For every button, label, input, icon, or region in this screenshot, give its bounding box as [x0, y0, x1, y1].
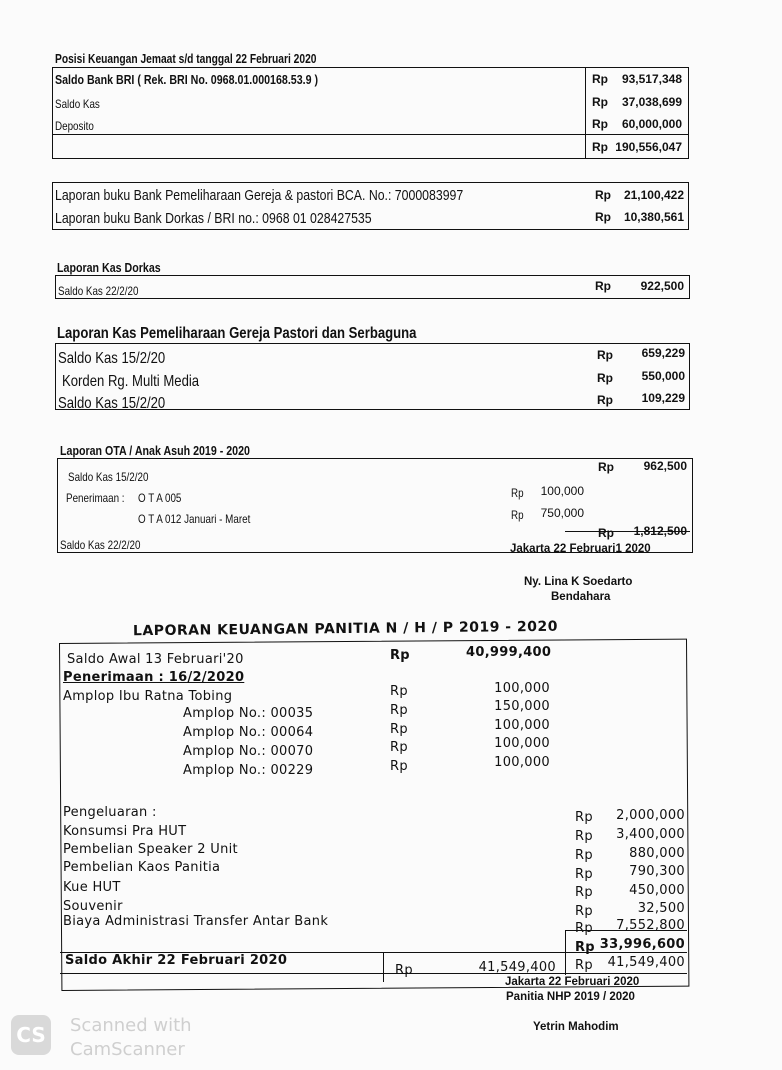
camscanner-logo-icon: CS	[11, 1015, 51, 1055]
expense-3-label: Pembelian Kaos Panitia	[63, 860, 221, 875]
expense-3-cur: Rp	[575, 848, 593, 863]
receipt-1-val: 100,000	[494, 681, 550, 696]
panitia-saldo-awal-cur: Rp	[390, 648, 410, 663]
s3-row-label: Saldo Kas 22/2/20	[58, 284, 139, 298]
panitia-divider-mid	[383, 952, 384, 982]
s1-row-bri-label: Saldo Bank BRI ( Rek. BRI No. 0968.01.000168.53.9 )	[55, 72, 319, 87]
receipt-2-val: 150,000	[494, 699, 550, 714]
expense-4-val: 790,300	[629, 864, 685, 879]
panitia-title: LAPORAN KEUANGAN PANITIA N / H / P 2019 - 2020	[132, 618, 559, 640]
s1-divider	[585, 67, 586, 159]
s5-penerimaan-label: Penerimaan :	[66, 491, 125, 505]
s1-total-val: 190,556,047	[615, 140, 682, 154]
expense-5-val: 450,000	[629, 883, 685, 898]
receipt-2-label: Amplop No.: 00035	[183, 706, 314, 721]
receipt-5-cur: Rp	[390, 759, 408, 774]
s1-row-kas-val: 37,038,699	[621, 95, 682, 109]
expense-6-val: 32,500	[637, 901, 685, 916]
expense-5-label: Souvenir	[63, 899, 123, 914]
sig1-role: Bendahara	[551, 591, 611, 603]
watermark-line1: Scanned with	[70, 1015, 192, 1036]
panitia-saldo-akhir-right-val: 41,549,400	[607, 955, 685, 970]
expense-2-cur: Rp	[575, 829, 593, 844]
expense-3-val: 880,000	[629, 846, 685, 861]
s1-total-line	[52, 134, 689, 135]
s5-saldo-akhir-cur: Rp	[598, 526, 614, 540]
panitia-saldo-awal-val: 40,999,400	[466, 645, 552, 660]
s5-saldo-awal-cur: Rp	[598, 460, 614, 474]
s5-title: Laporan OTA / Anak Asuh 2019 - 2020	[60, 443, 250, 458]
panitia-total-expense-val: 7,552,800	[616, 918, 685, 933]
expense-1-val: 2,000,000	[616, 808, 685, 823]
panitia-saldo-akhir-label: Saldo Akhir 22 Februari 2020	[65, 953, 288, 968]
s5-item-1-label: O T A 005	[138, 491, 182, 505]
receipt-3-val: 100,000	[494, 718, 550, 733]
expense-6-label: Biaya Administrasi Transfer Antar Bank	[63, 914, 329, 929]
s5-item-2-val: 750,000	[540, 506, 584, 520]
s1-row-deposito-val: 60,000,000	[621, 117, 682, 131]
panitia-subtotal-cur: Rp	[575, 940, 595, 955]
receipt-1-label: Amplop Ibu Ratna Tobing	[63, 689, 233, 704]
panitia-saldo-akhir-mid-val: 41,549,400	[478, 960, 556, 975]
s4-row-2-val: 550,000	[641, 369, 685, 383]
s4-row-2-label: Korden Rg. Multi Media	[62, 373, 200, 390]
expense-5-cur: Rp	[575, 885, 593, 900]
receipt-2-cur: Rp	[390, 703, 408, 718]
receipt-4-cur: Rp	[390, 740, 408, 755]
panitia-saldo-awal-label: Saldo Awal 13 Februari'20	[67, 652, 244, 667]
s1-total-cur: Rp	[592, 140, 608, 154]
s3-title: Laporan Kas Dorkas	[57, 260, 161, 275]
expense-2-val: 3,400,000	[616, 827, 685, 842]
s3-row-val: 922,500	[640, 279, 684, 293]
receipt-4-val: 100,000	[494, 736, 550, 751]
expense-4-cur: Rp	[575, 867, 593, 882]
sig2-name: Yetrin Mahodim	[533, 1021, 619, 1033]
s5-saldo-awal-val: 962,500	[643, 459, 687, 473]
s5-saldo-awal-label: Saldo Kas 15/2/20	[68, 470, 149, 484]
s5-saldo-akhir-val: 1,812,500	[633, 524, 687, 538]
s5-saldo-akhir-label: Saldo Kas 22/2/20	[60, 538, 141, 552]
expense-2-label: Pembelian Speaker 2 Unit	[63, 842, 238, 857]
panitia-saldo-akhir-right-cur: Rp	[575, 958, 593, 973]
receipt-1-cur: Rp	[390, 684, 408, 699]
panitia-saldo-line-bot	[60, 973, 687, 974]
s3-row-cur: Rp	[595, 279, 611, 293]
s2-row-dorkas-label: Laporan buku Bank Dorkas / BRI no.: 0968 01 028427535	[55, 210, 372, 227]
s5-item-2-label: O T A 012 Januari - Maret	[138, 512, 251, 526]
s4-row-3-label: Saldo Kas 15/2/20	[58, 395, 166, 412]
expense-1-cur: Rp	[575, 810, 593, 825]
s4-row-3-val: 109,229	[641, 391, 685, 405]
receipt-5-label: Amplop No.: 00229	[183, 763, 314, 778]
sig1-place-date: Jakarta 22 Februari1 2020	[510, 543, 651, 555]
receipt-3-cur: Rp	[390, 722, 408, 737]
s4-title: Laporan Kas Pemeliharaan Gereja Pastori dan Serbaguna	[57, 325, 417, 342]
sig1-name: Ny. Lina K Soedarto	[524, 576, 633, 588]
s1-row-kas-cur: Rp	[592, 95, 608, 109]
receipt-5-val: 100,000	[494, 755, 550, 770]
panitia-saldo-akhir-mid-cur: Rp	[395, 963, 413, 978]
s4-row-1-cur: Rp	[597, 348, 613, 362]
panitia-pengeluaran-title: Pengeluaran :	[63, 805, 157, 820]
s5-item-1-cur: Rp	[511, 486, 524, 500]
s1-row-kas-label: Saldo Kas	[55, 97, 100, 111]
s1-row-deposito-label: Deposito	[55, 119, 94, 133]
s5-item-2-cur: Rp	[511, 508, 524, 522]
expense-4-label: Kue HUT	[63, 880, 121, 895]
s2-row-bca-val: 21,100,422	[623, 188, 684, 202]
receipt-3-label: Amplop No.: 00064	[183, 725, 314, 740]
s5-item-1-val: 100,000	[540, 484, 584, 498]
s4-row-1-label: Saldo Kas 15/2/20	[58, 350, 166, 367]
panitia-total-expense-cur: Rp	[575, 921, 593, 936]
s1-row-bri-val: 93,517,348	[621, 72, 682, 86]
s2-row-dorkas-cur: Rp	[595, 210, 611, 224]
expense-6-cur: Rp	[575, 904, 593, 919]
s4-row-3-cur: Rp	[597, 393, 613, 407]
s1-row-deposito-cur: Rp	[592, 117, 608, 131]
sig2-place-date: Jakarta 22 Februari 2020	[505, 976, 640, 988]
expense-1-label: Konsumsi Pra HUT	[63, 824, 187, 839]
s2-row-dorkas-val: 10,380,561	[623, 210, 684, 224]
s1-row-bri-cur: Rp	[592, 72, 608, 86]
sig2-org: Panitia NHP 2019 / 2020	[506, 991, 635, 1003]
s1-title: Posisi Keuangan Jemaat s/d tanggal 22 Februari 2020	[55, 52, 317, 66]
receipt-4-label: Amplop No.: 00070	[183, 744, 314, 759]
s4-row-2-cur: Rp	[597, 371, 613, 385]
panitia-subtotal-val: 33,996,600	[599, 937, 685, 952]
watermark-line2: CamScanner	[70, 1039, 185, 1060]
panitia-penerimaan-title: Penerimaan : 16/2/2020	[63, 670, 245, 685]
s2-row-bca-label: Laporan buku Bank Pemeliharaan Gereja & pastori BCA. No.: 7000083997	[55, 187, 464, 204]
s4-row-1-val: 659,229	[641, 346, 685, 360]
s2-row-bca-cur: Rp	[595, 188, 611, 202]
